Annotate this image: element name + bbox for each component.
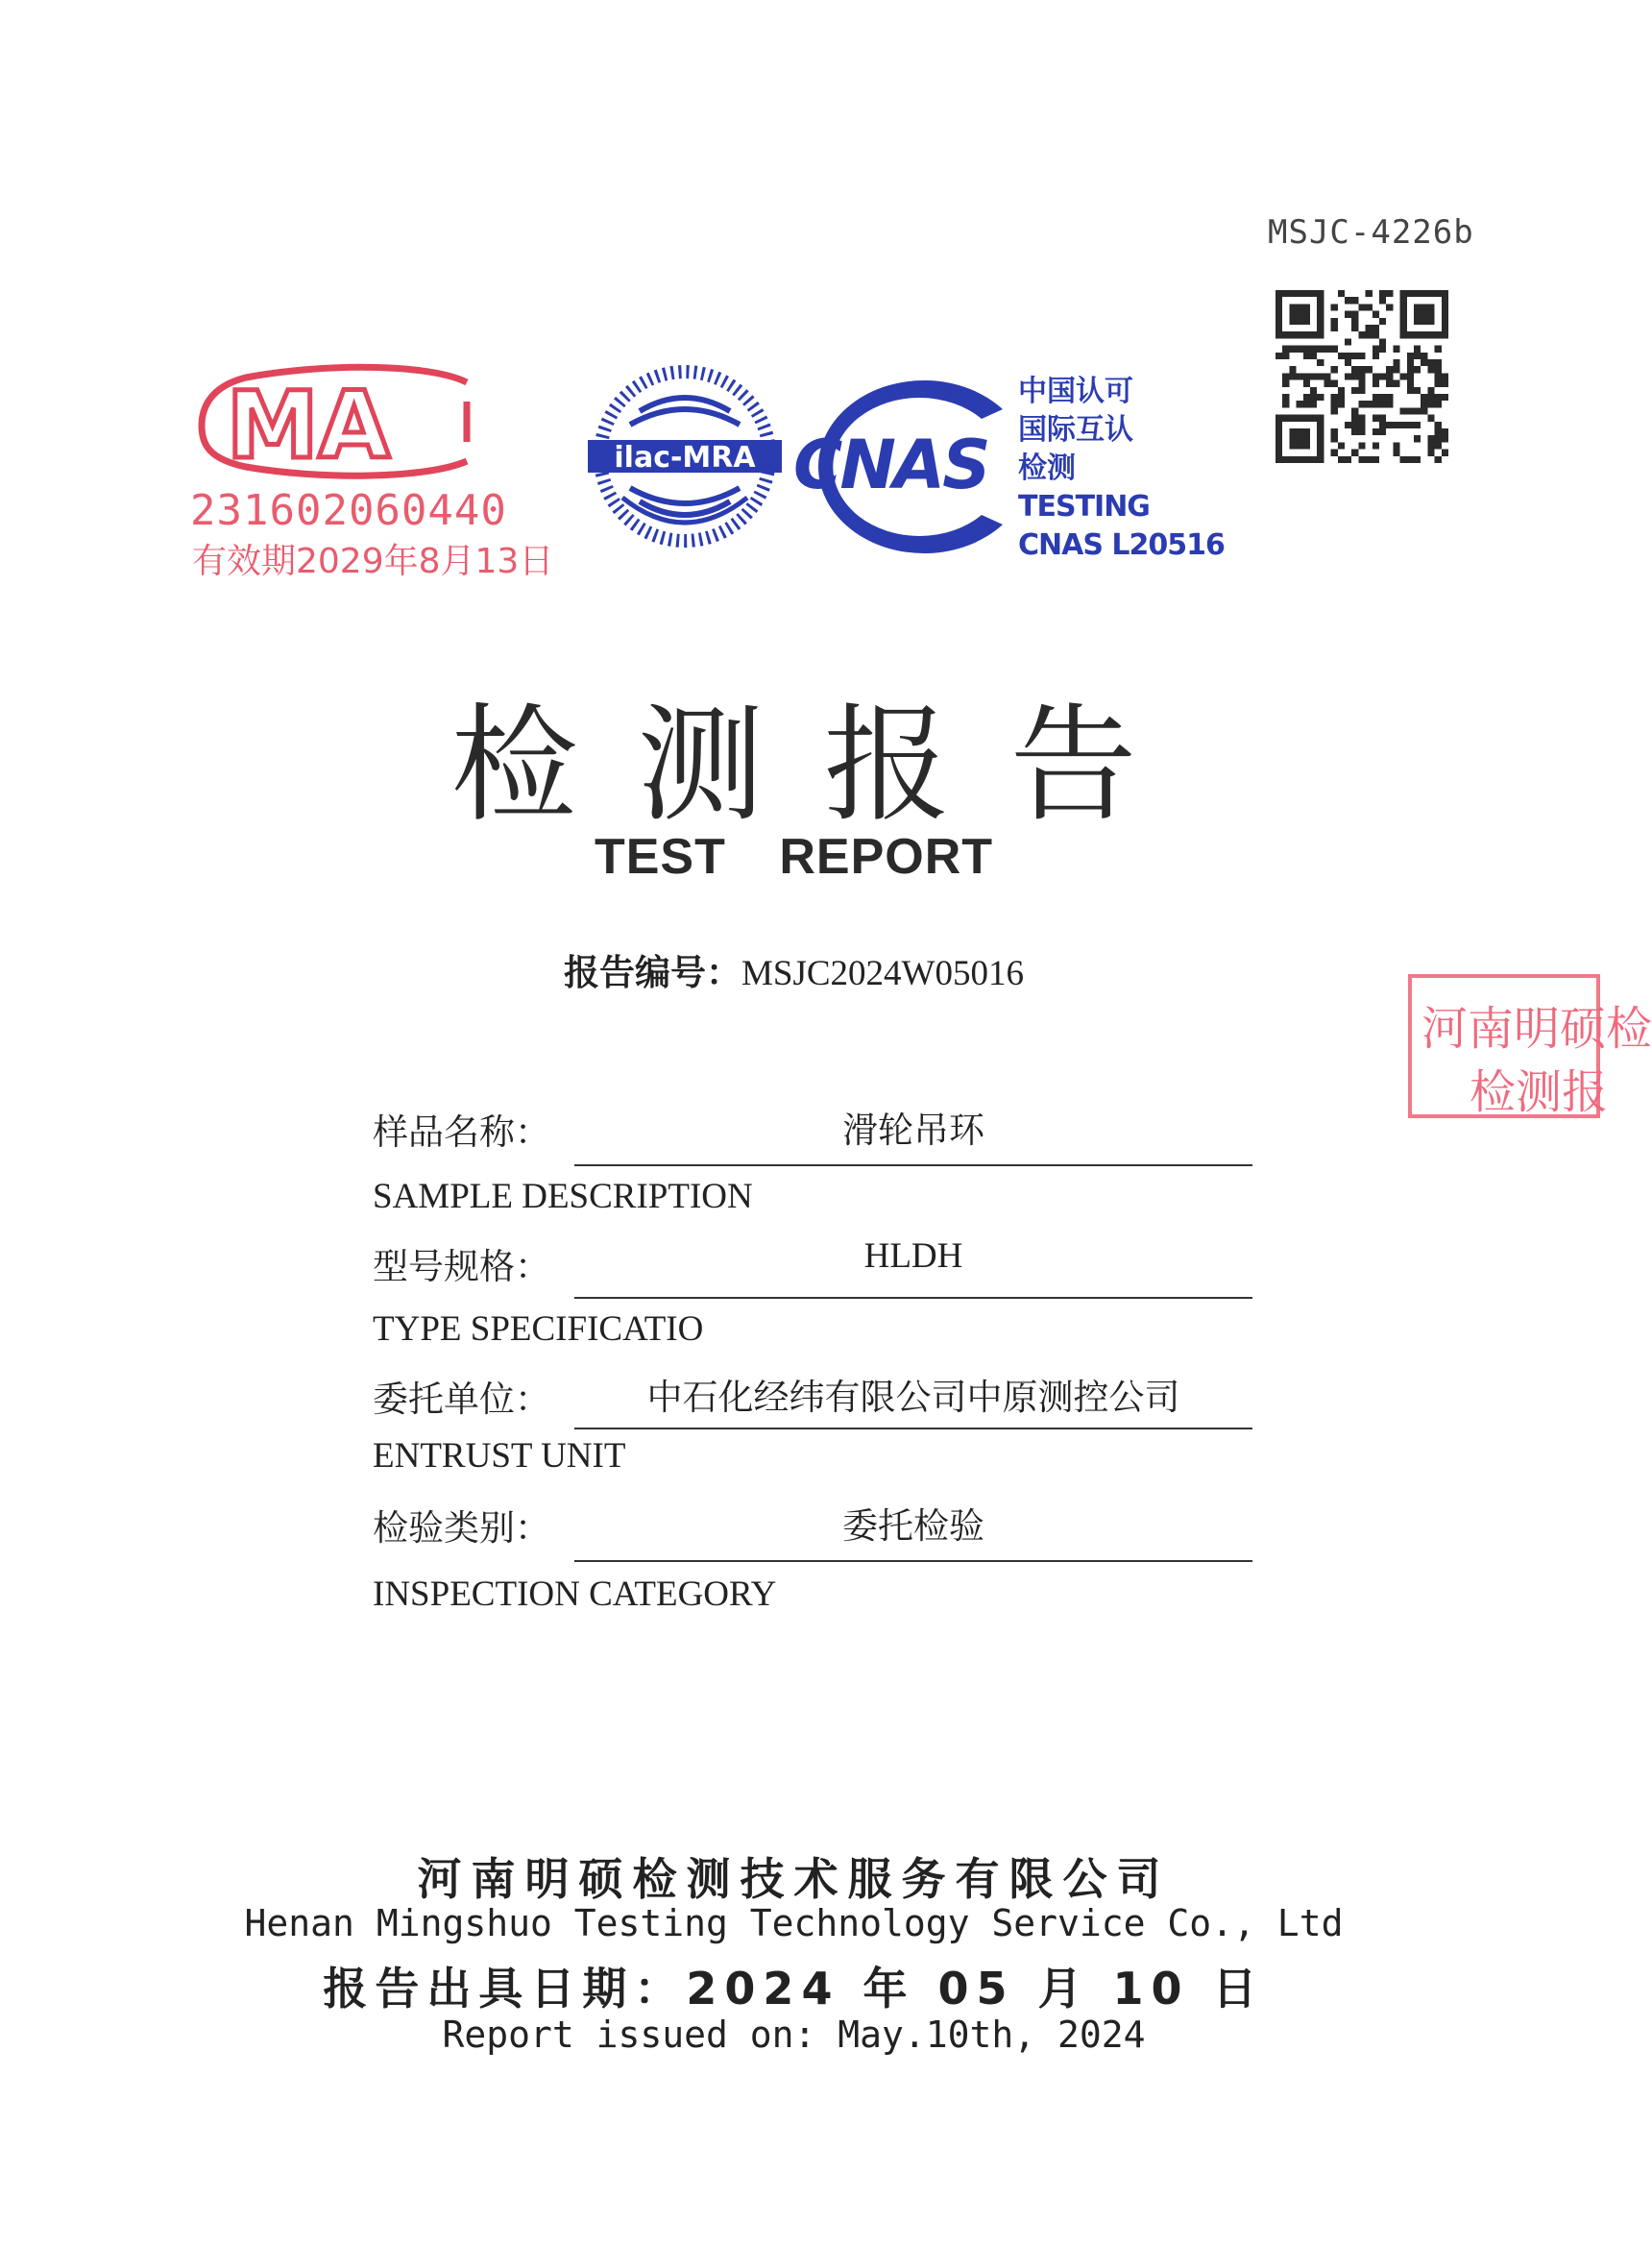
sample-name-value: 滑轮吊环 xyxy=(842,1110,984,1151)
cnas-logo xyxy=(790,371,1016,563)
cnas-line: CNAS L20516 xyxy=(1018,528,1225,562)
underline xyxy=(574,1428,1252,1429)
entrust-unit-en-label: ENTRUST UNIT xyxy=(373,1436,626,1476)
cnas-line: TESTING xyxy=(1018,490,1150,524)
issue-date-en: Report issued on: May.10th, 2024 xyxy=(442,2014,1146,2056)
seal-line-1: 河南明硕检 xyxy=(1421,1002,1652,1056)
cnas-line: 检测 xyxy=(1018,452,1076,485)
issue-date-cn: 报告出具日期：2024 年 05 月 10 日 xyxy=(323,1963,1265,2014)
inspection-category-value: 委托检验 xyxy=(842,1505,984,1547)
report-title-en: TEST REPORT xyxy=(594,829,994,885)
type-spec-label: 型号规格： xyxy=(373,1246,550,1287)
cnas-line: 国际互认 xyxy=(1018,413,1133,447)
seal-line-2: 检测报 xyxy=(1470,1065,1609,1119)
sample-name-label: 样品名称： xyxy=(373,1111,550,1153)
cnas-text-block xyxy=(1018,373,1225,565)
company-name-en: Henan Mingshuo Testing Technology Service Co., Ltd xyxy=(244,1902,1344,1944)
company-seal xyxy=(1408,974,1652,1119)
type-specification-label: TYPE SPECIFICATIO xyxy=(373,1309,704,1349)
underline xyxy=(574,1164,1252,1166)
cnas-line: 中国认可 xyxy=(1018,375,1133,408)
entrust-unit-value: 中石化经纬有限公司中原测控公司 xyxy=(646,1377,1180,1418)
sample-description-label: SAMPLE DESCRIPTION xyxy=(373,1177,753,1216)
report-number-value: MSJC2024W05016 xyxy=(741,954,1024,993)
report-number xyxy=(0,943,1588,995)
document-code: MSJC-4226b xyxy=(1268,213,1474,252)
type-spec-value: HLDH xyxy=(863,1236,963,1276)
inspection-category-label: 检验类别： xyxy=(373,1507,550,1549)
cma-logo-text: MA xyxy=(227,372,390,479)
report-number-label: 报告编号： xyxy=(564,952,741,993)
entrust-unit-label: 委托单位： xyxy=(373,1379,550,1420)
report-title-cn: 检测报告 xyxy=(450,692,1197,840)
cma-number: 231602060440 xyxy=(190,486,507,535)
company-name-cn: 河南明硕检测技术服务有限公司 xyxy=(417,1853,1171,1905)
cnas-logo-text: CNAS xyxy=(793,426,988,504)
ilac-mra-text: ilac-MRA xyxy=(614,441,756,475)
inspection-category-en-label: INSPECTION CATEGORY xyxy=(373,1575,777,1614)
cma-validity: 有效期2029年8月13日 xyxy=(192,542,554,581)
qr-code-icon xyxy=(1275,290,1448,463)
underline xyxy=(574,1560,1252,1562)
underline xyxy=(574,1297,1252,1299)
ilac-mra-logo xyxy=(584,355,786,557)
